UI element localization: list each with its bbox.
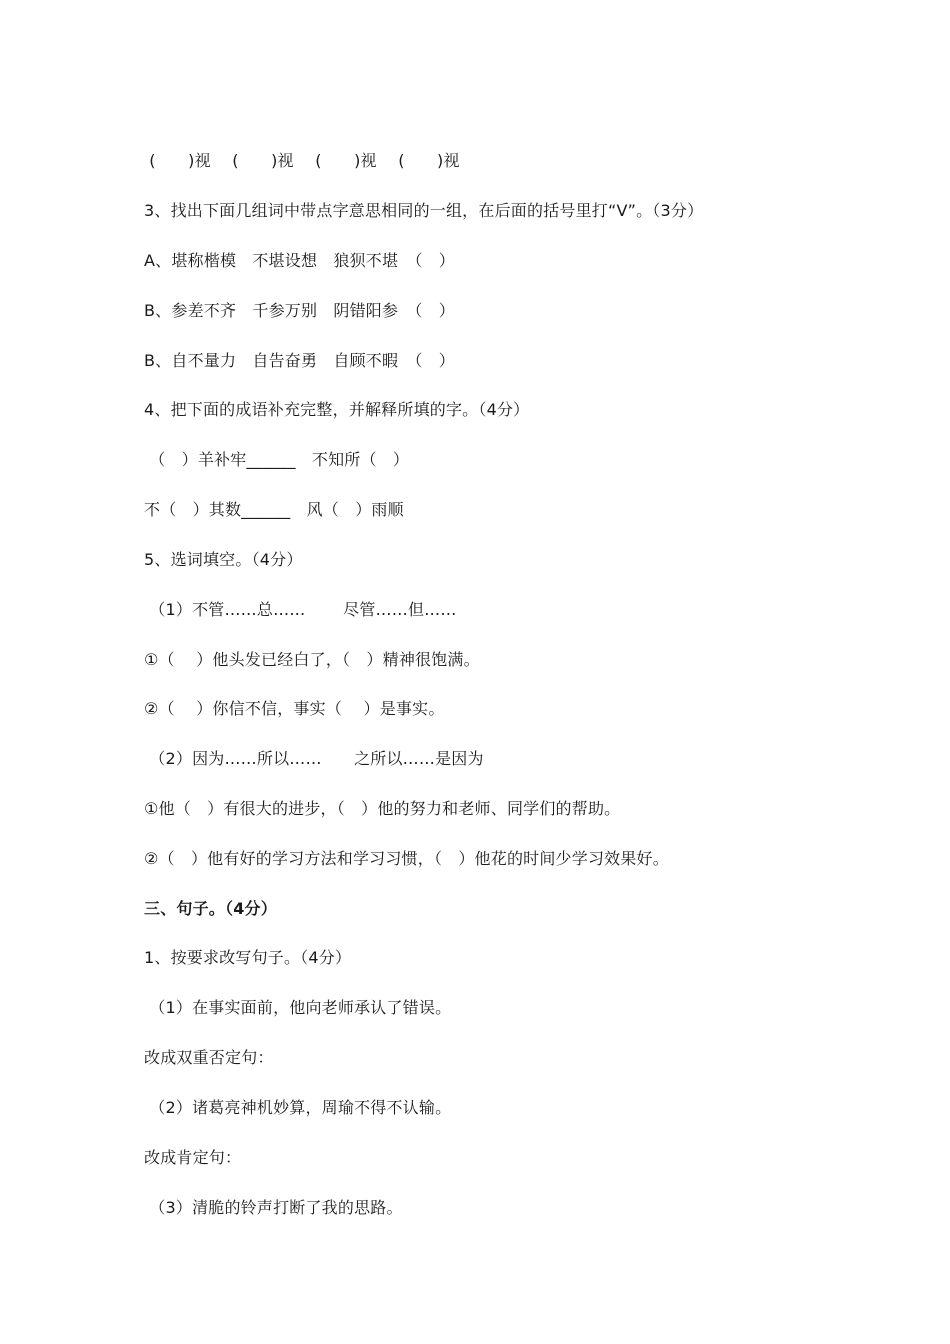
section-3-question-1-prompt: 1、按要求改写句子。（4分）: [144, 948, 352, 967]
word-pair-2-sentence-2: ②（ ）他有好的学习方法和学习习惯，（ ）他花的时间少学习效果好。: [144, 849, 669, 868]
sentence-2: （2）诸葛亮神机妙算，周瑜不得不认输。: [144, 1098, 452, 1117]
instruction-double-negative: 改成双重否定句：: [144, 1048, 274, 1067]
fill-blank-shi-row: ( )视 ( )视 ( )视 ( )视: [144, 151, 460, 170]
word-pair-1-sentence-1: ①（ ）他头发已经白了，（ ）精神很饱满。: [144, 650, 480, 669]
word-pair-2: （2）因为……所以…… 之所以……是因为: [144, 749, 484, 768]
sentence-3: （3）清脆的铃声打断了我的思路。: [144, 1198, 403, 1217]
word-pair-1-sentence-2: ②（ ）你信不信，事实（ ）是事实。: [144, 699, 445, 718]
idiom-row-1: （ ）羊补牢______ 不知所（ ）: [144, 450, 410, 469]
word-pair-2-sentence-1: ①他（ ）有很大的进步，（ ）他的努力和老师、同学们的帮助。: [144, 799, 621, 818]
word-pair-1: （1）不管……总…… 尽管……但……: [144, 600, 457, 619]
question-5-prompt: 5、选词填空。（4分）: [144, 550, 303, 569]
section-3-heading: 三、句子。（4分）: [144, 899, 277, 918]
instruction-affirmative: 改成肯定句：: [144, 1148, 242, 1167]
question-3-option-a: A、堪称楷模 不堪设想 狼狈不堪 （ ）: [144, 251, 455, 270]
question-3-prompt: 3、找出下面几组词中带点字意思相同的一组，在后面的括号里打“V”。（3分）: [144, 201, 704, 220]
question-4-prompt: 4、把下面的成语补充完整，并解释所填的字。（4分）: [144, 400, 530, 419]
question-3-option-c: B、自不量力 自告奋勇 自顾不暇 （ ）: [144, 351, 455, 370]
idiom-row-2: 不（ ）其数______ 风（ ）雨顺: [144, 500, 404, 519]
question-3-option-b: B、参差不齐 千参万别 阴错阳参 （ ）: [144, 301, 455, 320]
sentence-1: （1）在事实面前，他向老师承认了错误。: [144, 998, 452, 1017]
